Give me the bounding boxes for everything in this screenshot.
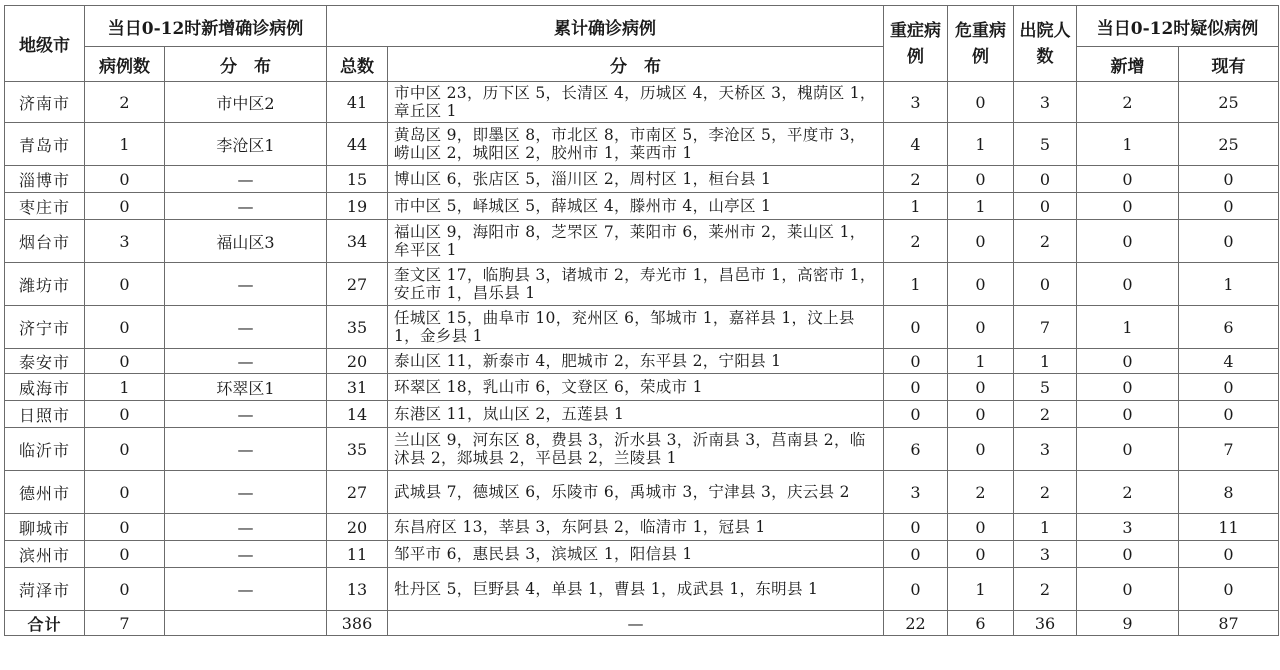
suspect-new-cell: 0	[1077, 568, 1179, 611]
critical-cell: 1	[948, 193, 1014, 220]
city-cell: 烟台市	[5, 220, 85, 263]
cumulative-total-cell: 20	[327, 514, 388, 541]
suspect-new-cell: 3	[1077, 514, 1179, 541]
new-count-cell: 1	[85, 123, 165, 166]
cumulative-total-cell: 14	[327, 401, 388, 428]
city-cell: 济南市	[5, 82, 85, 123]
cumulative-distribution-cell: 环翠区 18，乳山市 6，文登区 6，荣成市 1	[388, 374, 884, 401]
cumulative-total-cell: 27	[327, 471, 388, 514]
new-distribution-cell: —	[165, 471, 327, 514]
severe-cell: 0	[884, 306, 948, 349]
suspect-current-cell: 0	[1179, 166, 1279, 193]
critical-cell: 0	[948, 514, 1014, 541]
cumulative-total-cell: 35	[327, 428, 388, 471]
header-city: 地级市	[5, 6, 85, 82]
new-count-cell: 0	[85, 568, 165, 611]
critical-cell: 0	[948, 541, 1014, 568]
suspect-new-cell: 0	[1077, 166, 1179, 193]
discharged-cell: 2	[1014, 401, 1077, 428]
discharged-cell: 5	[1014, 123, 1077, 166]
critical-cell: 0	[948, 374, 1014, 401]
cumulative-distribution-cell: 市中区 23，历下区 5，长清区 4，历城区 4，天桥区 3，槐荫区 1，章丘区 1	[388, 82, 884, 123]
table-row	[5, 166, 1279, 193]
city-cell: 滨州市	[5, 541, 85, 568]
critical-cell: 0	[948, 220, 1014, 263]
header-critical: 危重病例	[948, 6, 1014, 82]
table-row	[5, 306, 1279, 349]
table-row	[5, 349, 1279, 374]
city-cell: 临沂市	[5, 428, 85, 471]
city-cell: 淄博市	[5, 166, 85, 193]
suspect-new-cell: 0	[1077, 263, 1179, 306]
city-cell: 威海市	[5, 374, 85, 401]
cumulative-total-cell: 44	[327, 123, 388, 166]
header-new-group: 当日0-12时新增确诊病例	[85, 6, 327, 47]
critical-cell: 0	[948, 428, 1014, 471]
new-distribution-cell: —	[165, 166, 327, 193]
city-cell: 聊城市	[5, 514, 85, 541]
suspect-current-cell: 6	[1179, 306, 1279, 349]
suspect-new-cell: 0	[1077, 220, 1179, 263]
header-cumulative-distribution: 分 布	[388, 47, 884, 82]
new-count-cell: 3	[85, 220, 165, 263]
suspect-current-cell: 1	[1179, 263, 1279, 306]
suspect-new-cell: 0	[1077, 401, 1179, 428]
cumulative-total-cell: 31	[327, 374, 388, 401]
severe-cell: 0	[884, 401, 948, 428]
total-cumulative-distribution-cell: —	[388, 611, 884, 636]
suspect-current-cell: 0	[1179, 401, 1279, 428]
new-distribution-cell: 环翠区1	[165, 374, 327, 401]
table-row	[5, 82, 1279, 123]
cumulative-distribution-cell: 兰山区 9，河东区 8，费县 3，沂水县 3，沂南县 3，莒南县 2，临沭县 2，郯城县 2，平邑县 2，兰陵县 1	[388, 428, 884, 471]
discharged-cell: 0	[1014, 263, 1077, 306]
discharged-cell: 3	[1014, 541, 1077, 568]
city-cell: 日照市	[5, 401, 85, 428]
total-city-cell: 合计	[5, 611, 85, 636]
cumulative-distribution-cell: 黄岛区 9，即墨区 8，市北区 8，市南区 5，李沧区 5，平度市 3，崂山区 2，城阳区 2，胶州市 1，莱西市 1	[388, 123, 884, 166]
discharged-cell: 2	[1014, 220, 1077, 263]
header-discharged: 出院人数	[1014, 6, 1077, 82]
cumulative-distribution-cell: 东昌府区 13，莘县 3，东阿县 2，临清市 1，冠县 1	[388, 514, 884, 541]
discharged-cell: 0	[1014, 166, 1077, 193]
suspect-new-cell: 0	[1077, 541, 1179, 568]
severe-cell: 3	[884, 471, 948, 514]
suspect-current-cell: 8	[1179, 471, 1279, 514]
severe-cell: 0	[884, 568, 948, 611]
severe-cell: 2	[884, 220, 948, 263]
header-row-1	[5, 6, 1279, 47]
new-distribution-cell: —	[165, 514, 327, 541]
total-severe-cell: 22	[884, 611, 948, 636]
cumulative-total-cell: 11	[327, 541, 388, 568]
header-row-2	[5, 47, 1279, 82]
severe-cell: 1	[884, 193, 948, 220]
cumulative-total-cell: 41	[327, 82, 388, 123]
new-count-cell: 0	[85, 193, 165, 220]
table-row	[5, 471, 1279, 514]
covid-stats-table	[4, 5, 1279, 636]
discharged-cell: 1	[1014, 514, 1077, 541]
new-distribution-cell: —	[165, 306, 327, 349]
severe-cell: 0	[884, 349, 948, 374]
total-discharged-cell: 36	[1014, 611, 1077, 636]
new-count-cell: 1	[85, 374, 165, 401]
critical-cell: 0	[948, 82, 1014, 123]
new-count-cell: 0	[85, 263, 165, 306]
new-count-cell: 0	[85, 349, 165, 374]
new-distribution-cell: —	[165, 568, 327, 611]
city-cell: 枣庄市	[5, 193, 85, 220]
cumulative-distribution-cell: 东港区 11，岚山区 2，五莲县 1	[388, 401, 884, 428]
table-row	[5, 193, 1279, 220]
discharged-cell: 5	[1014, 374, 1077, 401]
table-row	[5, 568, 1279, 611]
new-count-cell: 2	[85, 82, 165, 123]
suspect-new-cell: 0	[1077, 374, 1179, 401]
new-distribution-cell: —	[165, 428, 327, 471]
stats-table-container	[4, 5, 1279, 636]
new-distribution-cell: 市中区2	[165, 82, 327, 123]
critical-cell: 0	[948, 166, 1014, 193]
cumulative-total-cell: 34	[327, 220, 388, 263]
total-suspect-current-cell: 87	[1179, 611, 1279, 636]
cumulative-total-cell: 35	[327, 306, 388, 349]
suspect-current-cell: 0	[1179, 220, 1279, 263]
cumulative-distribution-cell: 任城区 15，曲阜市 10，兖州区 6，邹城市 1，嘉祥县 1，汶上县 1，金乡县 1	[388, 306, 884, 349]
suspect-new-cell: 0	[1077, 349, 1179, 374]
total-suspect-new-cell: 9	[1077, 611, 1179, 636]
discharged-cell: 3	[1014, 82, 1077, 123]
suspect-current-cell: 7	[1179, 428, 1279, 471]
header-new-count: 病例数	[85, 47, 165, 82]
table-row	[5, 220, 1279, 263]
new-count-cell: 0	[85, 306, 165, 349]
discharged-cell: 2	[1014, 568, 1077, 611]
new-distribution-cell: —	[165, 263, 327, 306]
discharged-cell: 2	[1014, 471, 1077, 514]
suspect-new-cell: 0	[1077, 193, 1179, 220]
new-distribution-cell: —	[165, 349, 327, 374]
header-severe: 重症病例	[884, 6, 948, 82]
total-new-distribution-cell	[165, 611, 327, 636]
new-count-cell: 0	[85, 166, 165, 193]
city-cell: 菏泽市	[5, 568, 85, 611]
table-body	[5, 82, 1279, 636]
new-distribution-cell: —	[165, 401, 327, 428]
suspect-new-cell: 2	[1077, 471, 1179, 514]
table-row	[5, 263, 1279, 306]
severe-cell: 6	[884, 428, 948, 471]
header-new-distribution: 分 布	[165, 47, 327, 82]
header-suspect-current: 现有	[1179, 47, 1279, 82]
table-row	[5, 541, 1279, 568]
discharged-cell: 1	[1014, 349, 1077, 374]
table-row	[5, 514, 1279, 541]
city-cell: 青岛市	[5, 123, 85, 166]
suspect-new-cell: 0	[1077, 428, 1179, 471]
city-cell: 潍坊市	[5, 263, 85, 306]
critical-cell: 0	[948, 263, 1014, 306]
critical-cell: 1	[948, 349, 1014, 374]
suspect-new-cell: 1	[1077, 123, 1179, 166]
header-cumulative-group: 累计确诊病例	[327, 6, 884, 47]
critical-cell: 2	[948, 471, 1014, 514]
suspect-current-cell: 0	[1179, 193, 1279, 220]
cumulative-distribution-cell: 市中区 5，峄城区 5，薛城区 4，滕州市 4，山亭区 1	[388, 193, 884, 220]
table-row	[5, 374, 1279, 401]
city-cell: 济宁市	[5, 306, 85, 349]
cumulative-distribution-cell: 牡丹区 5，巨野县 4，单县 1，曹县 1，成武县 1，东明县 1	[388, 568, 884, 611]
cumulative-distribution-cell: 武城县 7，德城区 6，乐陵市 6，禹城市 3，宁津县 3，庆云县 2	[388, 471, 884, 514]
cumulative-distribution-cell: 福山区 9，海阳市 8，芝罘区 7，莱阳市 6，莱州市 2，莱山区 1，牟平区 1	[388, 220, 884, 263]
new-distribution-cell: —	[165, 541, 327, 568]
discharged-cell: 0	[1014, 193, 1077, 220]
cumulative-distribution-cell: 奎文区 17，临朐县 3，诸城市 2，寿光市 1，昌邑市 1，高密市 1，安丘市 1，昌乐县 1	[388, 263, 884, 306]
new-count-cell: 0	[85, 514, 165, 541]
new-distribution-cell: 福山区3	[165, 220, 327, 263]
suspect-current-cell: 4	[1179, 349, 1279, 374]
new-count-cell: 0	[85, 428, 165, 471]
header-suspect-group: 当日0-12时疑似病例	[1077, 6, 1279, 47]
total-new-count-cell: 7	[85, 611, 165, 636]
suspect-current-cell: 11	[1179, 514, 1279, 541]
critical-cell: 0	[948, 306, 1014, 349]
severe-cell: 0	[884, 541, 948, 568]
suspect-current-cell: 0	[1179, 374, 1279, 401]
suspect-new-cell: 1	[1077, 306, 1179, 349]
cumulative-distribution-cell: 博山区 6，张店区 5，淄川区 2，周村区 1，桓台县 1	[388, 166, 884, 193]
cumulative-total-cell: 15	[327, 166, 388, 193]
cumulative-distribution-cell: 邹平市 6，惠民县 3，滨城区 1，阳信县 1	[388, 541, 884, 568]
discharged-cell: 3	[1014, 428, 1077, 471]
table-row	[5, 123, 1279, 166]
total-row	[5, 611, 1279, 636]
header-suspect-new: 新增	[1077, 47, 1179, 82]
cumulative-total-cell: 27	[327, 263, 388, 306]
severe-cell: 4	[884, 123, 948, 166]
total-critical-cell: 6	[948, 611, 1014, 636]
severe-cell: 0	[884, 374, 948, 401]
table-row	[5, 428, 1279, 471]
new-count-cell: 0	[85, 471, 165, 514]
discharged-cell: 7	[1014, 306, 1077, 349]
header-cumulative-total: 总数	[327, 47, 388, 82]
severe-cell: 2	[884, 166, 948, 193]
cumulative-total-cell: 13	[327, 568, 388, 611]
cumulative-total-cell: 20	[327, 349, 388, 374]
critical-cell: 1	[948, 568, 1014, 611]
critical-cell: 0	[948, 401, 1014, 428]
suspect-current-cell: 0	[1179, 541, 1279, 568]
suspect-new-cell: 2	[1077, 82, 1179, 123]
suspect-current-cell: 25	[1179, 123, 1279, 166]
severe-cell: 3	[884, 82, 948, 123]
suspect-current-cell: 0	[1179, 568, 1279, 611]
table-row	[5, 401, 1279, 428]
new-distribution-cell: —	[165, 193, 327, 220]
cumulative-total-cell: 19	[327, 193, 388, 220]
cumulative-distribution-cell: 泰山区 11，新泰市 4，肥城市 2，东平县 2，宁阳县 1	[388, 349, 884, 374]
city-cell: 泰安市	[5, 349, 85, 374]
severe-cell: 0	[884, 514, 948, 541]
city-cell: 德州市	[5, 471, 85, 514]
new-count-cell: 0	[85, 541, 165, 568]
severe-cell: 1	[884, 263, 948, 306]
new-distribution-cell: 李沧区1	[165, 123, 327, 166]
suspect-current-cell: 25	[1179, 82, 1279, 123]
total-cumulative-total-cell: 386	[327, 611, 388, 636]
critical-cell: 1	[948, 123, 1014, 166]
new-count-cell: 0	[85, 401, 165, 428]
